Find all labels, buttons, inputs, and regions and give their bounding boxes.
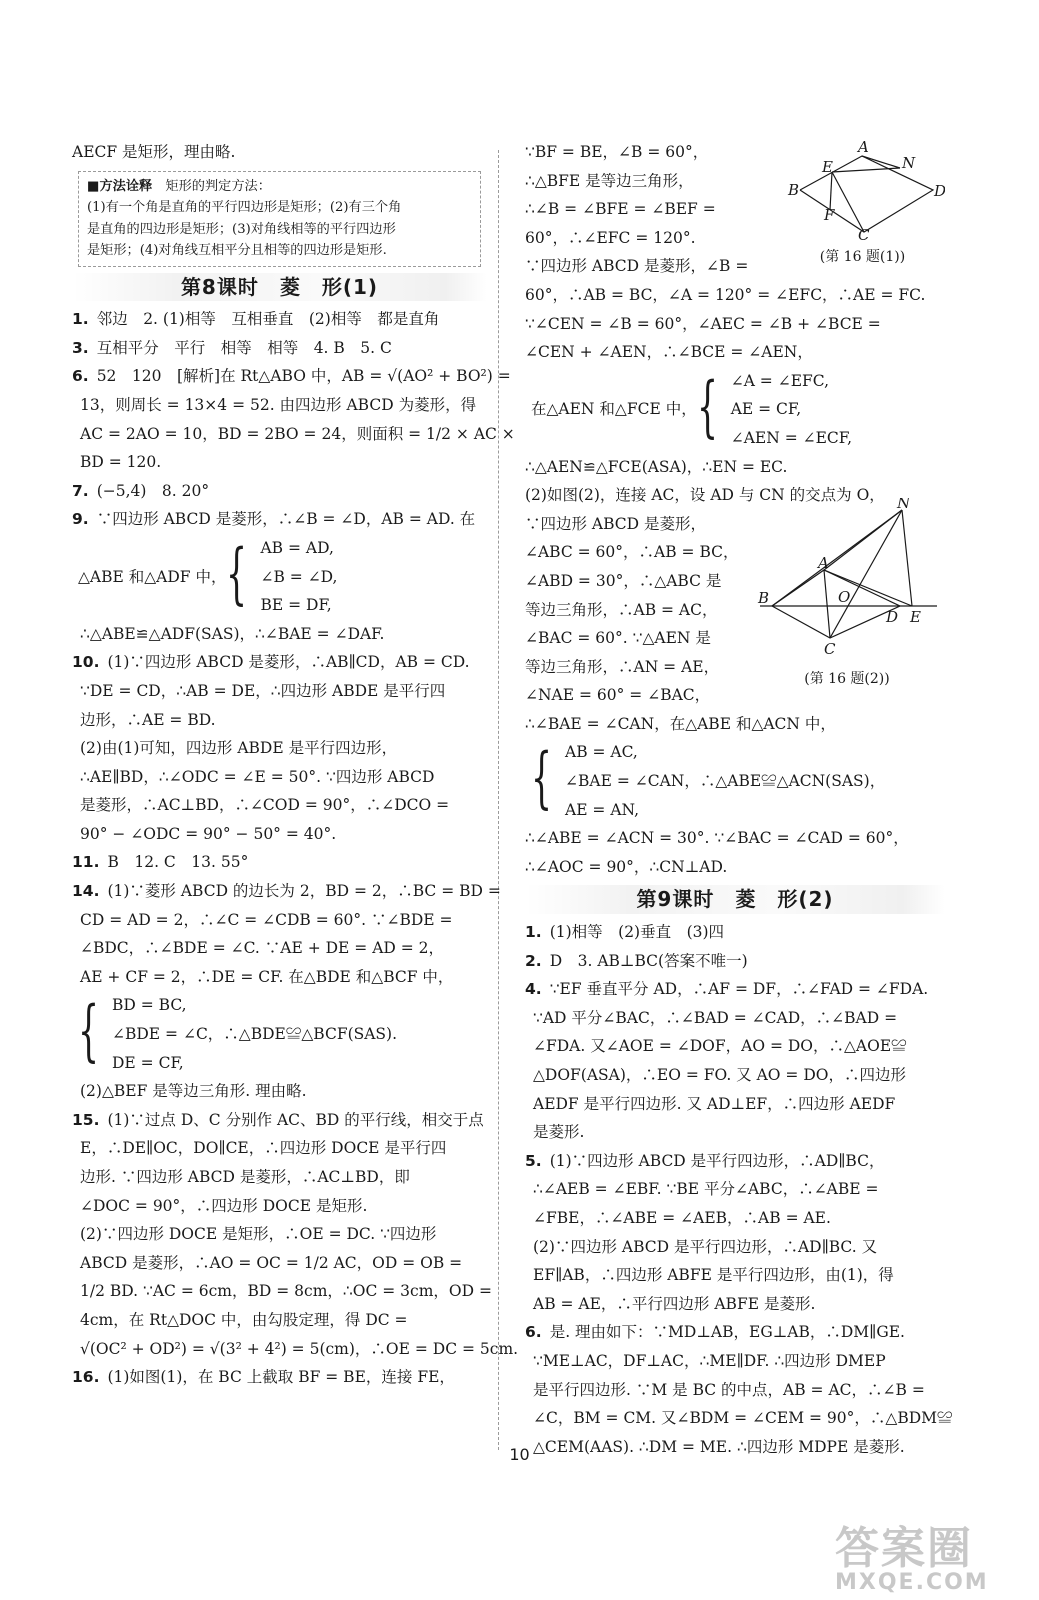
answer-line — [72, 391, 487, 420]
label-C: C — [858, 226, 870, 240]
answer-line — [525, 1318, 945, 1347]
answer-line: 60°，∴∠EFC = 120°. — [525, 228, 696, 247]
answer-line — [72, 362, 511, 391]
answer-text: BD = 120. — [80, 453, 162, 472]
question-number: 10. — [72, 653, 100, 672]
question-number: 14. — [72, 882, 100, 901]
question-number: 1. — [72, 310, 89, 329]
system-line: ∠A = ∠EFC, — [730, 371, 830, 390]
answer-line: ∴∠ABE = ∠ACN = 30°. ∵∠BAC = ∠CAD = 60°， — [525, 829, 909, 848]
answer-line: ∠NAE = 60° = ∠BAC， — [525, 686, 711, 705]
label-O: O — [838, 588, 851, 606]
answer-text: B 12. C 13. 55° — [107, 853, 249, 872]
system-line: AE = AN, — [565, 800, 640, 819]
answer-line — [72, 706, 487, 735]
answer-line — [72, 934, 487, 963]
answer-line — [72, 505, 487, 534]
question-number: 2. — [525, 951, 542, 970]
answer-line — [525, 947, 945, 976]
answer-text: ∵EF 垂直平分 AD，∴AF = DF，∴∠FAD = ∠FDA. — [549, 980, 929, 999]
answer-line — [72, 334, 487, 363]
page-number: 10 — [509, 1445, 530, 1464]
answer-line: ∵四边形 ABCD 是菱形，∠B = — [525, 257, 749, 276]
answer-text: D 3. AB⊥BC(答案不唯一) — [549, 951, 748, 970]
answer-text: ∠BDC，∴∠BDE = ∠C. ∵AE + DE = AD = 2， — [80, 939, 445, 958]
answer-line — [72, 1163, 487, 1192]
watermark-bottom: MXQE.COM — [835, 1570, 989, 1595]
answer-line: ∴△AEN≌△FCE(ASA)，∴EN = EC. — [525, 457, 788, 476]
brace: { — [696, 367, 718, 445]
method-box — [78, 171, 481, 267]
label-F: F — [824, 206, 835, 224]
answer-text: ∵DE = CD，∴AB = DE，∴四边形 ABDE 是平行四 — [80, 681, 446, 700]
answer-text: 互相平分 平行 相等 相等 4. B 5. C — [96, 338, 392, 357]
question-number: 9. — [72, 510, 89, 529]
answer-text: ∴AE∥BD，∴∠ODC = ∠E = 50°. ∵四边形 ABCD — [80, 767, 435, 786]
system-line: BD = BC, — [112, 996, 187, 1015]
q16-system-1 — [531, 367, 945, 453]
answer-line — [525, 1175, 945, 1204]
top-line: AECF 是矩形，理由略. — [72, 143, 236, 161]
answer-line — [72, 477, 487, 506]
watermark-top: 答案圈 — [835, 1523, 973, 1574]
label-A: A — [858, 140, 869, 156]
figure-caption-2: (第 16 题(2)) — [804, 671, 890, 687]
answer-line — [525, 1147, 945, 1176]
answer-line — [72, 448, 487, 477]
answer-line: ∠CEN + ∠AEN，∴∠BCE = ∠AEN， — [525, 343, 813, 362]
answer-text: AB = AE，∴平行四边形 ABFE 是菱形. — [533, 1294, 816, 1313]
answer-line — [72, 1134, 487, 1163]
answer-line — [525, 1404, 953, 1433]
answer-text: AEDF 是平行四边形. 又 AD⊥EF，∴四边形 AEDF — [533, 1094, 896, 1113]
answer-line — [72, 1249, 487, 1278]
answer-line — [72, 1277, 492, 1306]
answer-line — [72, 963, 487, 992]
answer-line — [72, 791, 487, 820]
answer-text: 1/2 BD. ∵AC = 6cm，BD = 8cm，∴OC = 3cm，OD = — [80, 1282, 492, 1301]
column-divider — [498, 150, 499, 1450]
answer-line: (2)如图(2)，连接 AC，设 AD 与 CN 的交点为 O， — [525, 486, 885, 505]
answer-line — [525, 1061, 945, 1090]
question-number: 1. — [525, 923, 542, 942]
label-A: A — [818, 554, 829, 572]
system-line: BE = DF, — [260, 596, 332, 615]
answer-line — [72, 1220, 487, 1249]
answer-text: △CEM(AAS). ∴DM = ME. ∴四边形 MDPE 是菱形. — [533, 1437, 905, 1456]
brace: { — [78, 992, 99, 1070]
answer-line — [72, 734, 487, 763]
answer-text: (1)∵菱形 ABCD 的边长为 2，BD = 2，∴BC = BD = — [107, 882, 501, 901]
answer-line: ∠ABC = 60°，∴AB = BC， — [525, 543, 739, 562]
figure-16-1 — [780, 140, 945, 265]
label-E: E — [910, 608, 921, 626]
answer-text: ∵ME⊥AC，DF⊥AC，∴ME∥DF. ∴四边形 DMEP — [533, 1351, 886, 1370]
answer-text: CD = AD = 2，∴∠C = ∠CDB = 60°. ∵∠BDE = — [80, 910, 453, 929]
answer-line: 等边三角形，∴AB = AC， — [525, 600, 718, 619]
answer-text: 邻边 2. (1)相等 互相垂直 (2)相等 都是直角 — [96, 310, 440, 329]
answer-text: AC = 2AO = 10，BD = 2BO = 24，则面积 = 1/2 × AC × — [80, 424, 515, 443]
q14-system — [78, 991, 487, 1077]
system-pre: 在△AEN 和△FCE 中， — [531, 400, 697, 419]
answer-line: ∴△BFE 是等边三角形， — [525, 171, 694, 190]
answer-text: (1)∵四边形 ABCD 是平行四边形，∴AD∥BC， — [549, 1151, 885, 1170]
answer-line: 60°，∴AB = BC，∠A = 120° = ∠EFC，∴AE = FC. — [525, 285, 926, 304]
section-title-9: 第9课时 菱 形(2) — [525, 885, 945, 914]
watermark-logo — [835, 1512, 1025, 1595]
answer-line — [525, 1290, 945, 1319]
answer-text: 是平行四边形. ∵M 是 BC 的中点，AB = AC，∴∠B = — [533, 1380, 925, 1399]
answer-text: △DOF(ASA)，∴EO = FO. 又 AO = DO，∴四边形 — [533, 1066, 906, 1084]
answer-text: 边形. ∵四边形 ABCD 是菱形，∴AC⊥BD，即 — [80, 1168, 410, 1186]
answer-line: ∵四边形 ABCD 是菱形， — [525, 514, 707, 533]
question-number: 6. — [525, 1323, 542, 1342]
answer-text: ABCD 是菱形，∴AO = OC = 1/2 AC，OD = OB = — [80, 1253, 463, 1272]
question-number: 6. — [72, 367, 89, 386]
label-B: B — [758, 589, 770, 607]
answer-text: (1)∵过点 D、C 分别作 AC、BD 的平行线，相交于点 — [107, 1110, 484, 1129]
answer-text: (1)∵四边形 ABCD 是菱形，∴AB∥CD，AB = CD. — [107, 653, 470, 672]
q16-system-2 — [531, 738, 945, 824]
answer-line — [72, 420, 515, 449]
q9-system — [78, 534, 487, 620]
question-number: 5. — [525, 1151, 542, 1170]
answer-line: ∠BAC = 60°. ∵△AEN 是 — [525, 629, 711, 648]
answer-line — [72, 763, 487, 792]
answer-line: ∵∠CEN = ∠B = 60°，∠AEC = ∠B + ∠BCE = — [525, 314, 881, 333]
answer-text: (2)由(1)可知，四边形 ABDE 是平行四边形， — [80, 739, 398, 758]
label-D: D — [934, 182, 945, 200]
answer-line — [525, 1032, 945, 1061]
answer-line — [525, 1347, 945, 1376]
answer-text: ∵四边形 ABCD 是菱形，∴∠B = ∠D，AB = AD. 在 — [96, 510, 476, 529]
system-line: AE = CF, — [730, 400, 802, 419]
label-N: N — [902, 154, 916, 172]
label-B: B — [788, 181, 800, 199]
q14-part2: (2)△BEF 是等边三角形. 理由略. — [80, 1082, 307, 1101]
answer-text: (2)∵四边形 ABCD 是平行四边形，∴AD∥BC. 又 — [533, 1237, 878, 1256]
system-line: AB = AD, — [260, 538, 334, 557]
method-tag: ■方法诠释 — [87, 178, 153, 194]
answer-text: ∠DOC = 90°，∴四边形 DOCE 是矩形. — [80, 1196, 368, 1215]
label-E: E — [822, 158, 833, 176]
figure-caption-1: (第 16 题(1)) — [819, 249, 906, 265]
answer-line — [72, 820, 487, 849]
answer-text: 边形，∴AE = BD. — [80, 710, 216, 729]
answer-line: ∠ABD = 30°，∴△ABC 是 — [525, 571, 722, 590]
answer-text: 是菱形. — [533, 1123, 585, 1142]
answer-text: √(OC² + OD²) = √(3² + 4²) = 5(cm)，∴OE = DC = 5cm. — [80, 1339, 519, 1358]
answer-line — [72, 305, 487, 334]
answer-line — [525, 1118, 945, 1147]
answer-text: ∴∠AEB = ∠EBF. ∵BE 平分∠ABC，∴∠ABE = — [533, 1180, 879, 1199]
system-line: ∠B = ∠D, — [260, 567, 338, 586]
answer-line: ∵BF = BE，∠B = 60°， — [525, 143, 709, 161]
system-line: ∠BDE = ∠C，∴△BDE≌△BCF(SAS). — [112, 1025, 398, 1044]
answer-text: 13，则周长 = 13×4 = 52. 由四边形 ABCD 为菱形，得 — [80, 395, 477, 414]
rhombus-diagram-2 — [752, 498, 942, 658]
answer-line: ∴∠B = ∠BFE = ∠BEF = — [525, 200, 716, 219]
answer-line — [525, 918, 945, 947]
answer-text: (2)∵四边形 DOCE 是矩形，∴OE = DC. ∵四边形 — [80, 1225, 437, 1244]
answer-line — [72, 848, 487, 877]
method-line: 是直角的四边形是矩形；(3)对角线相等的平行四边形 — [87, 221, 396, 237]
answer-line — [72, 1306, 487, 1335]
answer-line — [525, 975, 945, 1004]
q9-conclusion: ∴△ABE≌△ADF(SAS)，∴∠BAE = ∠DAF. — [80, 624, 385, 643]
right-column — [525, 138, 953, 1461]
q16-line: ∴∠BAE = ∠CAN，在△ABE 和△ACN 中， — [525, 714, 836, 733]
method-title: 矩形的判定方法： — [165, 178, 271, 194]
answer-line — [525, 1004, 945, 1033]
label-D: D — [886, 608, 899, 626]
answer-text: ∠C，BM = CM. 又∠BDM = ∠CEM = 90°，∴△BDM≌ — [533, 1409, 953, 1428]
question-number: 11. — [72, 853, 100, 872]
section-title-8: 第8课时 菱 形(1) — [72, 273, 487, 302]
answer-text: EF∥AB，∴四边形 ABFE 是平行四边形，由(1)，得 — [533, 1266, 894, 1285]
rhombus-diagram-1 — [780, 140, 945, 240]
label-C: C — [824, 640, 836, 658]
answer-line — [72, 1363, 487, 1392]
answer-text: E，∴DE∥OC，DO∥CE，∴四边形 DOCE 是平行四 — [80, 1139, 447, 1158]
system-line: ∠BAE = ∠CAN，∴△ABE≌△ACN(SAS)， — [565, 772, 886, 791]
system-line: ∠AEN = ∠ECF, — [730, 428, 853, 447]
left-column — [72, 138, 519, 1392]
answer-line — [525, 1204, 945, 1233]
answer-line — [525, 1261, 945, 1290]
answer-line — [72, 1335, 519, 1364]
answer-line: ∴∠AOC = 90°，∴CN⊥AD. — [525, 857, 728, 876]
system-line: DE = CF, — [112, 1053, 184, 1072]
answer-text: 是. 理由如下：∵MD⊥AB，EG⊥AB，∴DM∥GE. — [549, 1323, 905, 1342]
brace: { — [226, 534, 248, 612]
answer-line — [525, 1376, 945, 1405]
answer-text: 52 120 [解析]在 Rt△ABO 中，AB = √(AO² + BO²) = — [96, 367, 511, 386]
answer-line — [72, 1192, 487, 1221]
answer-line — [72, 877, 501, 906]
answer-line — [525, 1090, 945, 1119]
method-line: (1)有一个角是直角的平行四边形是矩形；(2)有三个角 — [87, 200, 402, 216]
answer-text: 90° − ∠ODC = 90° − 50° = 40°. — [80, 824, 337, 843]
answer-text: (−5,4) 8. 20° — [96, 481, 210, 500]
figure-16-2 — [752, 498, 942, 698]
question-number: 3. — [72, 338, 89, 357]
question-number: 7. — [72, 481, 89, 500]
answer-text: (1)如图(1)，在 BC 上截取 BF = BE，连接 FE， — [107, 1368, 455, 1387]
answer-text: 是菱形，∴AC⊥BD，∴∠COD = 90°，∴∠DCO = — [80, 796, 450, 815]
answer-text: ∠FDA. 又∠AOE = ∠DOF，AO = DO，∴△AOE≌ — [533, 1037, 907, 1056]
question-number: 4. — [525, 980, 542, 999]
question-number: 16. — [72, 1368, 100, 1387]
method-line: 是矩形；(4)对角线互相平分且相等的四边形是矩形. — [87, 243, 387, 259]
system-line: AB = AC, — [565, 743, 638, 762]
answer-line — [72, 677, 487, 706]
question-number: 15. — [72, 1110, 100, 1129]
q9-system-pre: △ABE 和△ADF 中， — [78, 567, 227, 586]
answer-text: AE + CF = 2，∴DE = CF. 在△BDE 和△BCF 中， — [80, 967, 454, 986]
answer-text: (1)相等 (2)垂直 (3)四 — [549, 923, 725, 942]
answer-line — [525, 1233, 945, 1262]
label-N: N — [897, 498, 911, 512]
answer-text: ∠FBE，∴∠ABE = ∠AEB，∴AB = AE. — [533, 1208, 831, 1227]
answer-text: ∵AD 平分∠BAC，∴∠BAD = ∠CAD，∴∠BAD = — [533, 1008, 898, 1027]
answer-line — [72, 648, 487, 677]
answer-text: 4cm，在 Rt△DOC 中，由勾股定理，得 DC = — [80, 1310, 408, 1329]
brace: { — [531, 739, 552, 817]
answer-line: 等边三角形，∴AN = AE， — [525, 657, 720, 676]
answer-line — [72, 1106, 487, 1135]
answer-line — [72, 906, 487, 935]
